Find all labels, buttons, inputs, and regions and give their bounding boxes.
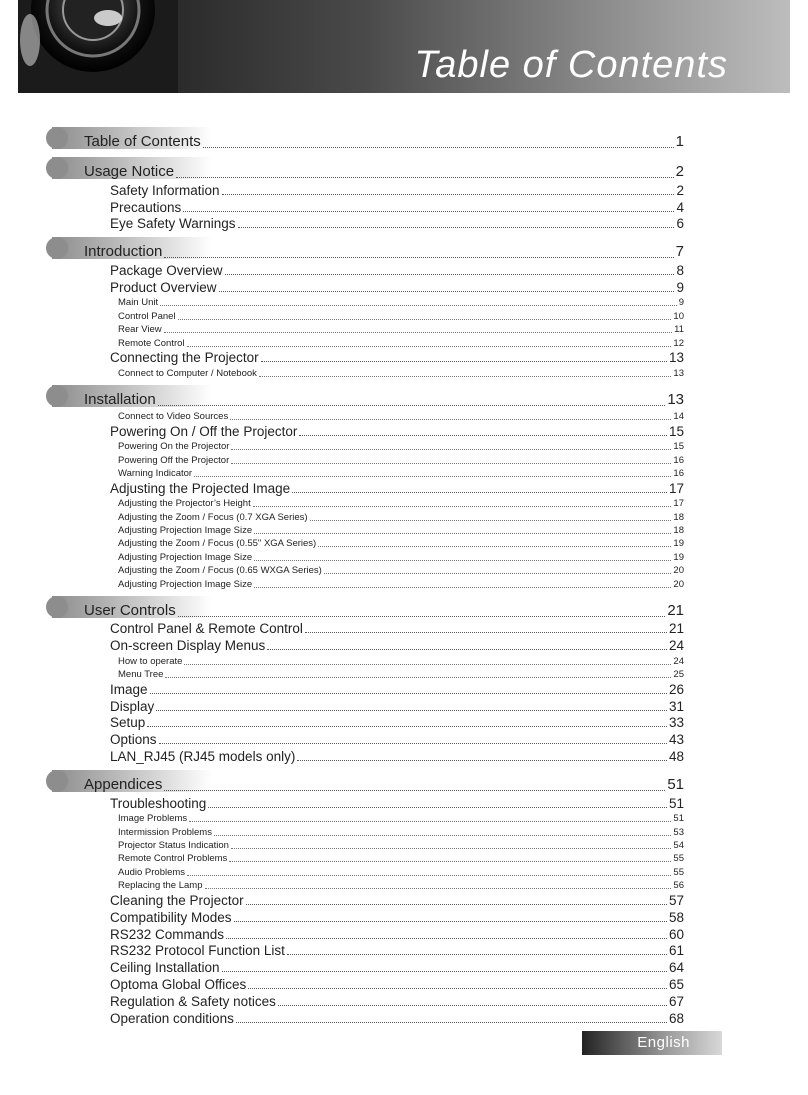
toc-label: Setup — [110, 715, 146, 731]
toc-label: Control Panel — [118, 310, 176, 322]
toc-entry[interactable] — [52, 909, 684, 926]
toc-entry[interactable] — [52, 993, 684, 1010]
toc-subentry[interactable] — [52, 467, 684, 480]
toc-page-number: 54 — [673, 839, 684, 851]
toc-page-number: 2 — [676, 182, 684, 198]
toc-subentry[interactable] — [52, 309, 684, 322]
toc-page-number: 51 — [667, 775, 684, 793]
toc-page-number: 8 — [676, 263, 684, 279]
dot-leader — [287, 954, 667, 955]
toc-page-number: 19 — [673, 551, 684, 563]
toc-label: Adjusting Projection Image Size — [118, 525, 253, 537]
dot-leader — [164, 332, 672, 333]
dot-leader — [222, 194, 675, 195]
toc-page-number: 6 — [676, 216, 684, 232]
dot-leader — [208, 807, 667, 808]
toc-label: Image — [110, 681, 148, 697]
dot-leader — [187, 346, 672, 347]
dot-leader — [231, 449, 671, 450]
dot-leader — [205, 888, 672, 889]
toc-subentry[interactable] — [52, 323, 684, 336]
language-label: English — [637, 1034, 690, 1051]
toc-label: Adjusting the Projected Image — [110, 480, 291, 496]
toc-label: Replacing the Lamp — [118, 880, 203, 892]
toc-entry[interactable] — [52, 350, 684, 367]
dot-leader — [164, 257, 673, 258]
dot-leader — [305, 632, 667, 633]
dot-leader — [226, 938, 667, 939]
toc-label: Warning Indicator — [118, 468, 193, 480]
toc-page-number: 64 — [668, 960, 684, 976]
toc-entry[interactable] — [52, 1010, 684, 1027]
toc-page-number: 9 — [678, 297, 684, 309]
toc-label: Adjusting the Zoom / Focus (0.55" XGA Series) — [118, 538, 317, 550]
toc-label: Eye Safety Warnings — [110, 216, 236, 232]
toc-entry[interactable] — [52, 681, 684, 698]
toc-label: Compatibility Modes — [110, 909, 232, 925]
toc-subentry[interactable] — [52, 577, 684, 590]
toc-entry[interactable] — [52, 959, 684, 976]
toc-page-number: 9 — [676, 279, 684, 295]
toc-section-heading[interactable] — [52, 126, 684, 152]
toc-label: Adjusting Projection Image Size — [118, 551, 253, 563]
toc-label: Connecting the Projector — [110, 350, 259, 366]
toc-page-number: 11 — [674, 324, 684, 336]
toc-label: Rear View — [118, 324, 162, 336]
dot-leader — [297, 760, 667, 761]
toc-page-number: 10 — [673, 310, 684, 322]
toc-label: Table of Contents — [84, 133, 201, 150]
dot-leader — [231, 848, 672, 849]
toc-page-number: 12 — [673, 337, 684, 349]
toc-page-number: 25 — [673, 669, 684, 680]
toc-page-number: 14 — [673, 411, 684, 423]
toc-page-number: 2 — [675, 163, 684, 180]
dot-leader — [236, 1022, 667, 1023]
dot-leader — [150, 693, 667, 694]
toc-label: How to operate — [118, 655, 183, 667]
toc-page-number: 7 — [675, 243, 684, 261]
toc-page-number: 56 — [673, 880, 684, 892]
dot-leader — [254, 560, 671, 561]
dot-leader — [214, 835, 671, 836]
dot-leader — [278, 1005, 667, 1006]
toc-label: Troubleshooting — [110, 795, 207, 811]
toc-label: Product Overview — [110, 279, 217, 295]
toc-page-number: 60 — [668, 926, 684, 942]
toc-label: Adjusting the Projector’s Height — [118, 498, 251, 510]
dot-leader — [187, 875, 671, 876]
page-title: Table of Contents — [414, 44, 728, 86]
dot-leader — [176, 177, 674, 178]
toc-label: Installation — [84, 390, 156, 408]
toc-entry[interactable] — [52, 279, 684, 296]
dot-leader — [160, 305, 677, 306]
toc-label: Audio Problems — [118, 866, 186, 878]
toc-entry[interactable] — [52, 795, 684, 812]
toc-page-number: 55 — [673, 866, 684, 878]
dot-leader — [147, 726, 667, 727]
dot-leader — [318, 546, 671, 547]
dot-leader — [159, 743, 667, 744]
toc-label: Display — [110, 698, 155, 714]
toc-entry[interactable] — [52, 480, 684, 497]
toc-page-number: 55 — [673, 853, 684, 865]
dot-leader — [267, 649, 667, 650]
toc-page-number: 26 — [668, 681, 684, 697]
toc-label: Introduction — [84, 243, 163, 261]
dot-leader — [178, 319, 672, 320]
toc-page-number: 13 — [668, 350, 684, 366]
lens-graphic-icon — [18, 0, 178, 93]
toc-label: Powering Off the Projector — [118, 454, 230, 466]
toc-label: RS232 Protocol Function List — [110, 943, 285, 959]
toc-label: Usage Notice — [84, 163, 175, 180]
toc-page-number: 18 — [673, 511, 684, 523]
toc-label: Projector Status Indication — [118, 839, 229, 851]
toc-page-number: 48 — [668, 748, 684, 764]
toc-entry[interactable] — [52, 976, 684, 993]
dot-leader — [230, 419, 671, 420]
dot-leader — [324, 573, 672, 574]
toc-subentry[interactable] — [52, 852, 684, 865]
toc-page-number: 17 — [673, 498, 684, 510]
dot-leader — [248, 988, 667, 989]
dot-leader — [310, 520, 672, 521]
dot-leader — [156, 710, 667, 711]
toc-subentry[interactable] — [52, 564, 684, 577]
toc-page-number: 15 — [673, 441, 684, 453]
toc-section-heading[interactable] — [52, 769, 684, 795]
dot-leader — [246, 904, 667, 905]
toc-subentry[interactable] — [52, 865, 684, 878]
toc-subentry[interactable] — [52, 510, 684, 523]
toc-subentry[interactable] — [52, 497, 684, 510]
toc-page-number: 13 — [667, 390, 684, 408]
toc-label: Intermission Problems — [118, 826, 212, 838]
dot-leader — [189, 821, 671, 822]
toc-label: User Controls — [84, 601, 176, 619]
toc-label: Precautions — [110, 199, 182, 215]
toc-page-number: 24 — [668, 638, 684, 654]
toc-page-number: 61 — [668, 943, 684, 959]
toc-subentry[interactable] — [52, 440, 684, 453]
dot-leader — [183, 211, 674, 212]
toc-page-number: 15 — [668, 423, 684, 439]
toc-label: Safety Information — [110, 182, 220, 198]
toc-label: Ceiling Installation — [110, 960, 220, 976]
toc-label: Connect to Video Sources — [118, 411, 229, 423]
toc-page-number: 31 — [668, 698, 684, 714]
toc-entry[interactable] — [52, 715, 684, 732]
dot-leader — [184, 664, 671, 665]
toc-label: Options — [110, 732, 157, 748]
toc-page-number: 20 — [673, 565, 684, 577]
dot-leader — [253, 506, 672, 507]
toc-label: Adjusting the Zoom / Focus (0.65 WXGA Series) — [118, 565, 322, 577]
toc-label: Adjusting Projection Image Size — [118, 578, 253, 590]
toc-entry[interactable] — [52, 199, 684, 216]
toc-label: Main Unit — [118, 297, 159, 309]
toc-page-number: 4 — [676, 199, 684, 215]
dot-leader — [299, 435, 667, 436]
dot-leader — [292, 492, 667, 493]
dot-leader — [203, 147, 674, 148]
dot-leader — [231, 463, 671, 464]
dot-leader — [222, 971, 667, 972]
toc-page-number: 43 — [668, 732, 684, 748]
toc-page-number: 51 — [668, 795, 684, 811]
toc-page-number: 24 — [673, 655, 684, 667]
toc-label: Control Panel & Remote Control — [110, 621, 303, 637]
toc-page-number: 21 — [668, 621, 684, 637]
toc-label: Remote Control — [118, 337, 185, 349]
toc-label: Menu Tree — [118, 669, 164, 680]
toc-subentry[interactable] — [52, 550, 684, 563]
toc-entry[interactable] — [52, 182, 684, 199]
toc-label: Powering On / Off the Projector — [110, 423, 298, 439]
toc-subentry[interactable] — [52, 336, 684, 349]
dot-leader — [238, 227, 675, 228]
toc-label: RS232 Commands — [110, 926, 225, 942]
toc-subentry[interactable] — [52, 654, 684, 667]
toc-subentry[interactable] — [52, 410, 684, 423]
toc-entry[interactable] — [52, 262, 684, 279]
toc-label: Connect to Computer / Notebook — [118, 367, 257, 379]
dot-leader — [165, 677, 671, 678]
toc-page-number: 68 — [668, 1010, 684, 1026]
dot-leader — [219, 291, 675, 292]
toc-label: Adjusting the Zoom / Focus (0.7 XGA Series) — [118, 511, 308, 523]
toc-page-number: 17 — [668, 480, 684, 496]
toc-page-number: 58 — [668, 909, 684, 925]
toc-entry[interactable] — [52, 621, 684, 638]
toc-entry[interactable] — [52, 748, 684, 765]
toc-page-number: 67 — [668, 993, 684, 1009]
toc-subentry[interactable] — [52, 879, 684, 892]
toc-label: On-screen Display Menus — [110, 638, 266, 654]
toc-section-heading[interactable] — [52, 384, 684, 410]
dot-leader — [259, 376, 672, 377]
dot-leader — [229, 861, 671, 862]
toc-label: LAN_RJ45 (RJ45 models only) — [110, 748, 296, 764]
toc-page-number: 16 — [673, 454, 684, 466]
toc-label: Powering On the Projector — [118, 441, 230, 453]
toc-entry[interactable] — [52, 216, 684, 233]
toc-subentry[interactable] — [52, 812, 684, 825]
toc-page-number: 33 — [668, 715, 684, 731]
dot-leader — [194, 476, 671, 477]
toc-page-number: 13 — [673, 367, 684, 379]
toc-page-number: 16 — [673, 468, 684, 480]
toc-page-number: 65 — [668, 976, 684, 992]
dot-leader — [225, 274, 675, 275]
toc-page-number: 1 — [675, 133, 684, 150]
page-header — [18, 0, 790, 93]
toc-label: Appendices — [84, 775, 163, 793]
dot-leader — [234, 921, 667, 922]
toc-page-number: 53 — [673, 826, 684, 838]
toc-section-heading[interactable] — [52, 156, 684, 182]
table-of-contents — [52, 126, 684, 1027]
toc-entry[interactable] — [52, 637, 684, 654]
toc-subentry[interactable] — [52, 366, 684, 379]
dot-leader — [178, 616, 666, 617]
toc-label: Remote Control Problems — [118, 853, 228, 865]
toc-page-number: 18 — [673, 525, 684, 537]
dot-leader — [254, 587, 671, 588]
toc-entry[interactable] — [52, 423, 684, 440]
dot-leader — [164, 790, 665, 791]
toc-entry[interactable] — [52, 926, 684, 943]
toc-subentry[interactable] — [52, 668, 684, 681]
toc-entry[interactable] — [52, 943, 684, 960]
dot-leader — [254, 533, 671, 534]
toc-label: Regulation & Safety notices — [110, 993, 276, 1009]
toc-subentry[interactable] — [52, 839, 684, 852]
toc-subentry[interactable] — [52, 524, 684, 537]
toc-label: Operation conditions — [110, 1010, 234, 1026]
toc-entry[interactable] — [52, 731, 684, 748]
dot-leader — [261, 361, 667, 362]
toc-subentry[interactable] — [52, 296, 684, 309]
toc-page-number: 19 — [673, 538, 684, 550]
toc-subentry[interactable] — [52, 825, 684, 838]
toc-label: Cleaning the Projector — [110, 892, 244, 908]
toc-page-number: 21 — [667, 601, 684, 619]
toc-page-number: 51 — [673, 813, 684, 825]
toc-label: Package Overview — [110, 263, 223, 279]
toc-entry[interactable] — [52, 698, 684, 715]
toc-page-number: 57 — [668, 892, 684, 908]
toc-section-heading[interactable] — [52, 236, 684, 262]
toc-page-number: 20 — [673, 578, 684, 590]
toc-entry[interactable] — [52, 892, 684, 909]
toc-label: Image Problems — [118, 813, 188, 825]
toc-subentry[interactable] — [52, 537, 684, 550]
dot-leader — [158, 405, 666, 406]
toc-section-heading[interactable] — [52, 595, 684, 621]
toc-subentry[interactable] — [52, 453, 684, 466]
toc-label: Optoma Global Offices — [110, 976, 247, 992]
language-badge — [582, 1031, 722, 1055]
